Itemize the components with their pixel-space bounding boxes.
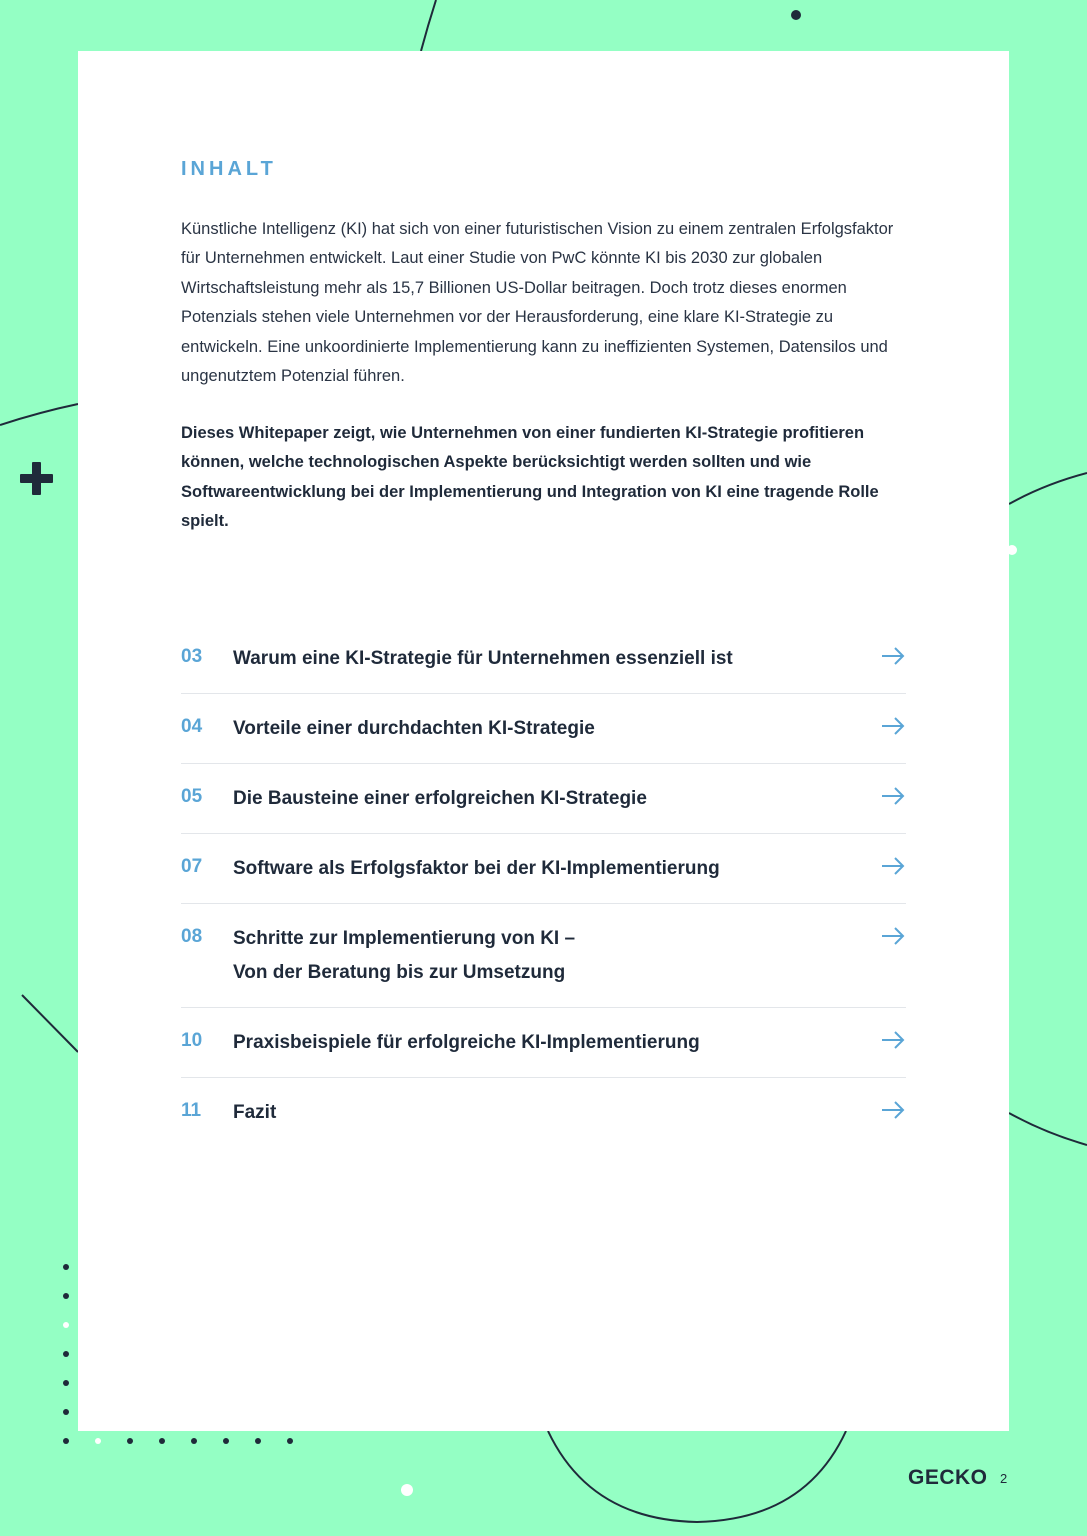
document-page	[78, 51, 1009, 1431]
arrow-right-icon[interactable]	[880, 925, 906, 947]
toc-page-number: 07	[181, 856, 203, 877]
toc-row[interactable]	[181, 834, 906, 904]
arrow-right-icon[interactable]	[880, 645, 906, 667]
toc-title-second-line: Von der Beratung bis zur Umsetzung	[233, 962, 566, 983]
arrow-right-icon[interactable]	[880, 1099, 906, 1121]
summary-paragraph: Dieses Whitepaper zeigt, wie Unternehmen von einer fundierten KI-Strategie profitieren können, welche technologischen Aspekte berücksichtigt werden sollten und wie Softwareentwicklung bei der Implementierung und Integration von KI eine tragende Rolle spielt.	[181, 424, 879, 531]
gecko-logo: GECKO	[908, 1466, 988, 1489]
toc-title: Praxisbeispiele für erfolgreiche KI-Implementierung	[233, 1032, 700, 1053]
plus-icon	[20, 462, 54, 496]
toc-row[interactable]	[181, 1008, 906, 1078]
toc-page-number: 04	[181, 716, 203, 737]
toc-row[interactable]	[181, 1078, 906, 1147]
arrow-right-icon[interactable]	[880, 1029, 906, 1051]
toc-page-number: 05	[181, 786, 203, 807]
toc-title: Schritte zur Implementierung von KI –	[233, 928, 576, 949]
toc-title: Software als Erfolgsfaktor bei der KI-Implementierung	[233, 858, 720, 879]
toc-title: Warum eine KI-Strategie für Unternehmen essenziell ist	[233, 648, 733, 669]
toc-title: Die Bausteine einer erfolgreichen KI-Strategie	[233, 788, 647, 809]
intro-paragraph: Künstliche Intelligenz (KI) hat sich von einer futuristischen Vision zu einem zentralen Erfolgsfaktor für Unternehmen entwickelt. Laut einer Studie von PwC könnte KI bis 2030 zur globalen Wirtschaftsleistung mehr als 15,7 Billionen US-Dollar beitragen. Doch trotz dieses enormen Potenzials stehen viele Unternehmen vor der Herausforderung, eine klare KI-Strategie zu entwickeln. Eine unkoordinierte Implementierung kann zu ineffizienten Systemen, Datensilos und ungenutztem Potenzial führen.	[181, 220, 894, 386]
toc-row[interactable]	[181, 764, 906, 834]
toc-page-number: 11	[181, 1100, 202, 1121]
table-of-contents	[181, 624, 906, 1147]
toc-title: Vorteile einer durchdachten KI-Strategie	[233, 718, 595, 739]
arrow-right-icon[interactable]	[880, 855, 906, 877]
page-number: 2	[1000, 1471, 1008, 1486]
toc-page-number: 03	[181, 646, 203, 667]
section-heading: INHALT	[181, 158, 277, 180]
toc-page-number: 08	[181, 926, 203, 947]
toc-row[interactable]	[181, 904, 906, 1008]
toc-row[interactable]	[181, 624, 906, 694]
arrow-right-icon[interactable]	[880, 785, 906, 807]
toc-title: Fazit	[233, 1102, 277, 1123]
toc-row[interactable]	[181, 694, 906, 764]
arrow-right-icon[interactable]	[880, 715, 906, 737]
toc-page-number: 10	[181, 1030, 203, 1051]
